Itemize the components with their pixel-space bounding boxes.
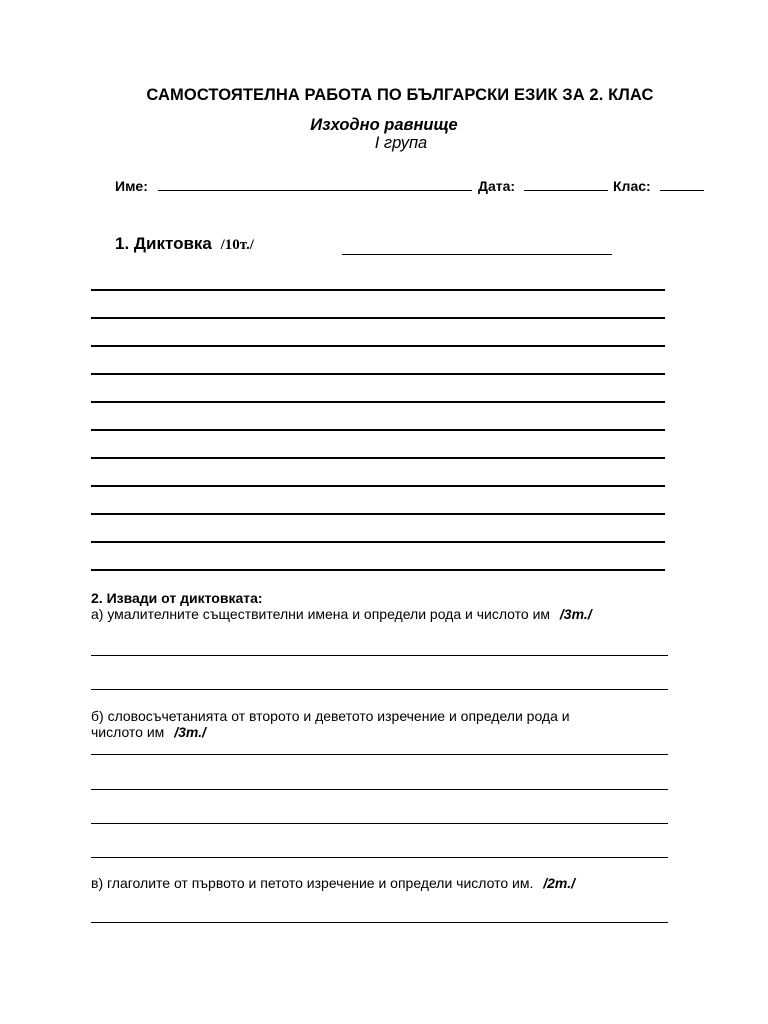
task2-title: 2. Извади от диктовката: (91, 590, 263, 606)
class-row (613, 178, 704, 194)
dictation-line[interactable] (91, 429, 665, 431)
name-field[interactable] (158, 178, 472, 191)
task2a-text: а) умалителните съществителни имена и определи рода и числото им (91, 606, 551, 622)
task2b-points: /3т./ (174, 724, 206, 740)
task2c-text: в) глаголите от първото и петото изречение и определи числото им. (91, 875, 534, 891)
answer-line[interactable] (91, 857, 668, 858)
answer-line[interactable] (91, 922, 668, 923)
answer-line[interactable] (91, 823, 668, 824)
answer-line[interactable] (91, 754, 668, 755)
answer-line[interactable] (91, 689, 668, 690)
class-field[interactable] (660, 178, 704, 191)
task1-heading (115, 234, 254, 254)
date-label: Дата: (478, 178, 516, 194)
class-label: Клас: (613, 178, 651, 194)
dictation-line[interactable] (91, 541, 665, 543)
task2b-text-line1: б) словосъчетанията от второто и деветото изречение и определи рода и (91, 708, 570, 724)
task1-points: /10т./ (220, 237, 254, 253)
task1-title-line[interactable] (342, 254, 612, 255)
answer-line[interactable] (91, 789, 668, 790)
name-row (115, 178, 472, 194)
dictation-line[interactable] (91, 485, 665, 487)
dictation-line[interactable] (91, 317, 665, 319)
dictation-line[interactable] (91, 289, 665, 291)
dictation-line[interactable] (91, 373, 665, 375)
date-field[interactable] (524, 178, 608, 191)
task2b-text-line2: числото им (91, 724, 165, 740)
task2a-prompt (91, 606, 592, 622)
task1-title: 1. Диктовка (115, 234, 212, 253)
task2c-prompt (91, 875, 575, 891)
group-label: I група (374, 134, 428, 152)
worksheet-subtitle: Изходно равнище (310, 116, 458, 134)
task2c-points: /2т./ (543, 875, 575, 891)
answer-line[interactable] (91, 655, 668, 656)
dictation-line[interactable] (91, 401, 665, 403)
name-label: Име: (115, 178, 148, 194)
worksheet-title: САМОСТОЯТЕЛНА РАБОТА ПО БЪЛГАРСКИ ЕЗИК ЗА 2. КЛАС (146, 86, 654, 104)
date-row (478, 178, 608, 194)
dictation-line[interactable] (91, 457, 665, 459)
dictation-line[interactable] (91, 513, 665, 515)
task2a-points: /3т./ (559, 606, 592, 622)
dictation-line[interactable] (91, 345, 665, 347)
dictation-line[interactable] (91, 569, 665, 571)
task2b-prompt (91, 724, 206, 740)
